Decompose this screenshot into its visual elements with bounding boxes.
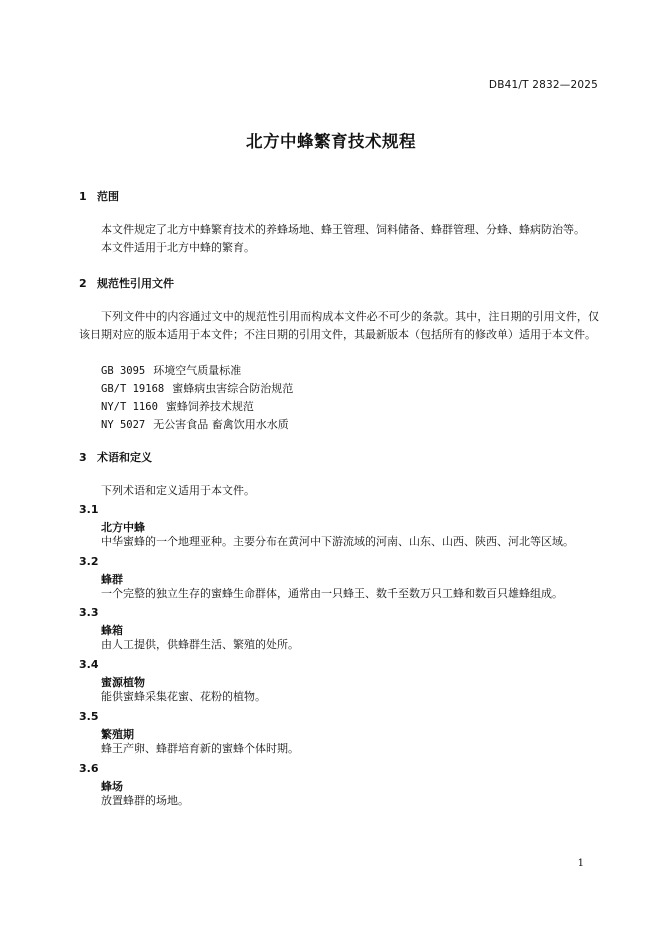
term-number: 3.3 bbox=[79, 606, 99, 619]
standard-code: DB41/T 2832—2025 bbox=[488, 79, 598, 91]
term-number: 3.6 bbox=[79, 762, 99, 775]
term-name: 蜂箱 bbox=[101, 624, 123, 637]
reference-name: 蜜蜂病虫害综合防治规范 bbox=[172, 382, 294, 395]
term-definition: 蜂王产卵、蜂群培育新的蜜蜂个体时期。 bbox=[101, 742, 299, 755]
document-title: 北方中蜂繁育技术规程 bbox=[246, 132, 416, 151]
reference-code: GB/T 19168 bbox=[101, 383, 165, 395]
section-number: 2 bbox=[79, 277, 87, 290]
term-name: 蜂场 bbox=[101, 780, 123, 793]
term-number: 3.1 bbox=[79, 503, 99, 516]
section-number: 1 bbox=[79, 190, 87, 203]
term-name: 北方中蜂 bbox=[101, 521, 145, 534]
section-heading-references bbox=[79, 275, 174, 291]
term-number: 3.5 bbox=[79, 710, 99, 723]
term-definition: 放置蜂群的场地。 bbox=[101, 794, 189, 807]
term-name: 蜜源植物 bbox=[101, 676, 145, 689]
references-intro: 下列文件中的内容通过文中的规范性引用而构成本文件必不可少的条款。其中，注日期的引用文件，仅该日期对应的版本适用于本文件；不注日期的引用文件，其最新版本（包括所有的修改单）适用于本文件。 bbox=[79, 310, 599, 341]
page-number: 1 bbox=[577, 858, 584, 869]
term-definition: 一个完整的独立生存的蜜蜂生命群体，通常由一只蜂王、数千至数万只工蜂和数百只雄蜂组成。 bbox=[101, 587, 563, 600]
term-name: 蜂群 bbox=[101, 573, 123, 586]
section-heading-terms bbox=[79, 449, 152, 465]
reference-code: NY/T 1160 bbox=[101, 401, 158, 413]
section-number: 3 bbox=[79, 451, 87, 464]
term-number: 3.4 bbox=[79, 658, 99, 671]
terms-intro: 下列术语和定义适用于本文件。 bbox=[101, 484, 255, 497]
term-name: 繁殖期 bbox=[101, 728, 134, 741]
reference-item bbox=[101, 362, 241, 380]
scope-paragraph-2: 本文件适用于北方中蜂的繁育。 bbox=[101, 241, 255, 254]
reference-item bbox=[101, 380, 293, 398]
reference-item bbox=[101, 416, 289, 434]
term-definition: 由人工提供，供蜂群生活、繁殖的处所。 bbox=[101, 638, 299, 651]
section-title: 术语和定义 bbox=[97, 451, 152, 464]
section-title: 规范性引用文件 bbox=[97, 277, 174, 290]
reference-name: 无公害食品 畜禽饮用水水质 bbox=[153, 418, 289, 431]
term-number: 3.2 bbox=[79, 555, 99, 568]
reference-name: 蜜蜂饲养技术规范 bbox=[165, 400, 254, 413]
reference-code: NY 5027 bbox=[101, 419, 146, 431]
section-heading-scope bbox=[79, 188, 119, 204]
term-definition: 中华蜜蜂的一个地理亚种。主要分布在黄河中下游流域的河南、山东、山西、陕西、河北等区域。 bbox=[101, 535, 574, 548]
term-definition: 能供蜜蜂采集花蜜、花粉的植物。 bbox=[101, 690, 266, 703]
reference-code: GB 3095 bbox=[101, 365, 146, 377]
section-title: 范围 bbox=[97, 190, 119, 203]
reference-name: 环境空气质量标准 bbox=[153, 364, 242, 377]
scope-paragraph-1: 本文件规定了北方中蜂繁育技术的养蜂场地、蜂王管理、饲料储备、蜂群管理、分蜂、蜂病防治等。 bbox=[101, 223, 585, 236]
reference-item bbox=[101, 398, 254, 416]
